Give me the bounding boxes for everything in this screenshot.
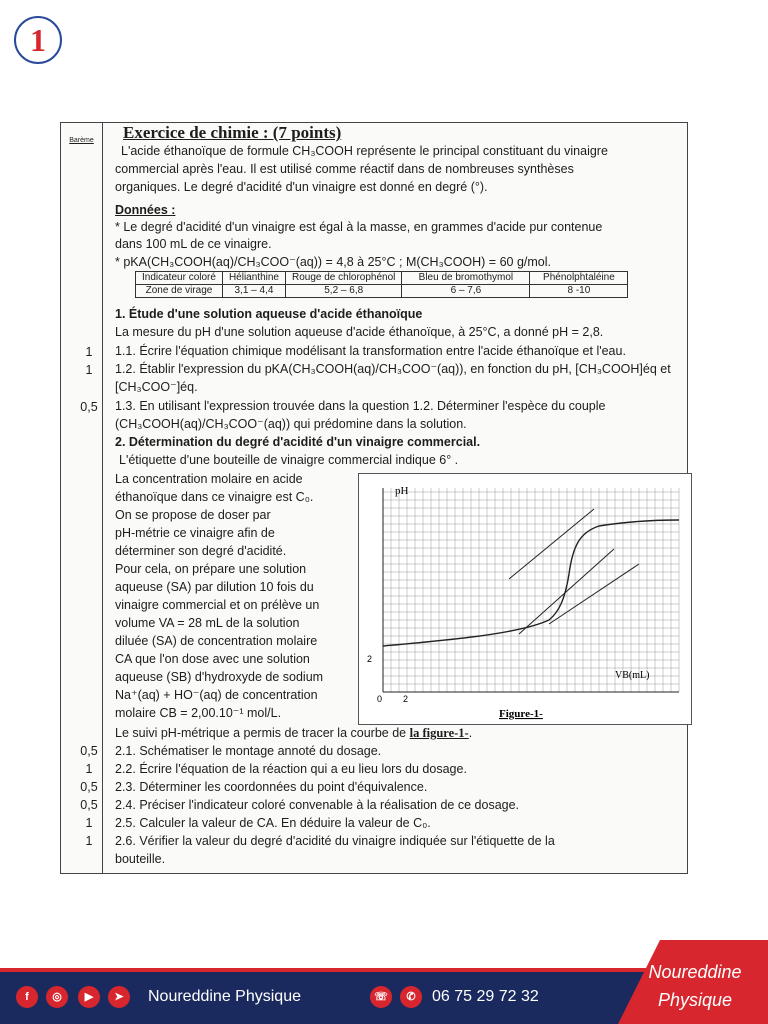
question-2-6-cont: bouteille.: [115, 852, 166, 866]
score-q2-3: 0,5: [80, 780, 98, 794]
intro-line: organiques. Le degré d'acidité d'un vinaigre est donné en degré (°).: [115, 180, 488, 194]
exercise-sheet: [60, 122, 688, 874]
table-cell: Hélianthine: [222, 272, 285, 285]
part2-text: aqueuse (SB) d'hydroxyde de sodium: [115, 670, 324, 684]
bareme-label: Barème: [69, 137, 94, 144]
score-q2-5: 1: [85, 816, 93, 830]
score-q1-1: 1: [85, 345, 93, 359]
tangent-line: [519, 549, 614, 634]
table-cell: Bleu de bromothymol: [402, 272, 530, 285]
brand-line-1: Noureddine: [648, 962, 742, 982]
figure-caption: Figure-1-: [499, 708, 543, 720]
score-q2-6: 1: [85, 834, 93, 848]
whatsapp-icon[interactable]: ✆: [400, 986, 422, 1008]
y-axis-label: pH: [395, 485, 409, 497]
suivi-text: Le suivi pH-métrique a permis de tracer la courbe de: [115, 726, 407, 740]
donnees-title: Données :: [115, 203, 176, 217]
donnees-line: * Le degré d'acidité d'un vinaigre est égal à la masse, en grammes d'acide pur contenue: [115, 220, 603, 234]
part2-text: volume VA = 28 mL de la solution: [115, 616, 300, 630]
question-1-1: 1.1. Écrire l'équation chimique modélisant la transformation entre l'acide éthanoïque et l'eau.: [115, 344, 626, 358]
indicator-table-header: [136, 272, 628, 285]
tangent-line: [509, 509, 594, 579]
question-2-5: 2.5. Calculer la valeur de CA. En déduire la valeur de C₀.: [115, 816, 431, 830]
question-1-3-cont: (CH₃COOH(aq)/CH₃COO⁻(aq)) qui prédomine dans la solution.: [115, 417, 467, 431]
part2-text: pH-métrie ce vinaigre afin de: [115, 526, 275, 540]
indicator-table: [135, 271, 628, 298]
instagram-icon[interactable]: ◎: [46, 986, 68, 1008]
page-number: 1: [14, 16, 62, 64]
figure-reference: la figure-1-: [409, 726, 469, 740]
exercise-title: Exercice de chimie : (7 points): [123, 123, 342, 142]
brand-logo: [640, 958, 750, 1014]
phone-icon[interactable]: ☏: [370, 986, 392, 1008]
table-cell: Phénolphtaléine: [530, 272, 628, 285]
table-cell: Zone de virage: [136, 285, 223, 298]
part2-intro: L'étiquette d'une bouteille de vinaigre commercial indique 6° .: [119, 453, 459, 467]
part2-title: 2. Détermination du degré d'acidité d'un vinaigre commercial.: [115, 435, 481, 449]
score-q1-2: 1: [85, 363, 93, 377]
part1-title: 1. Étude d'une solution aqueuse d'acide éthanoïque: [115, 307, 423, 321]
part2-text: vinaigre commercial et on prélève un: [115, 598, 320, 612]
question-2-1: 2.1. Schématiser le montage annoté du dosage.: [115, 744, 382, 758]
question-1-2: 1.2. Établir l'expression du pKA(CH₃COOH(aq)/CH₃COO⁻(aq)), en fonction du pH, [CH₃COOH]éq et: [115, 362, 671, 376]
footer-name: Noureddine Physique: [148, 988, 301, 1005]
footer-phone: 06 75 29 72 32: [432, 988, 539, 1005]
indicator-table-row: [136, 285, 628, 298]
part2-text: Pour cela, on prépare une solution: [115, 562, 307, 576]
part1-intro: La mesure du pH d'une solution aqueuse d'acide éthanoïque, à 25°C, a donné pH = 2,8.: [115, 325, 604, 339]
part2-text: aqueuse (SA) par dilution 10 fois du: [115, 580, 314, 594]
suivi-line: Le suivi pH-métrique a permis de tracer la courbe de la figure-1-.: [115, 726, 473, 740]
question-1-2-cont: [CH₃COO⁻]éq.: [115, 380, 198, 394]
score-q2-2: 1: [85, 762, 93, 776]
intro-line: commercial après l'eau. Il est utilisé comme réactif dans de nombreuses synthèses: [115, 162, 574, 176]
donnees-line: * pKA(CH₃COOH(aq)/CH₃COO⁻(aq)) = 4,8 à 25°C ; M(CH₃COOH) = 60 g/mol.: [115, 255, 551, 269]
graph-grid: [383, 488, 679, 692]
question-2-6: 2.6. Vérifier la valeur du degré d'acidité du vinaigre indiquée sur l'étiquette de la: [115, 834, 555, 848]
table-cell: 3,1 – 4,4: [222, 285, 285, 298]
titration-curve-plot: [359, 474, 691, 724]
y-tick-label: 2: [367, 654, 373, 664]
part2-text: déterminer son degré d'acidité.: [115, 544, 287, 558]
part2-text: La concentration molaire en acide: [115, 472, 303, 486]
titration-figure: [358, 473, 692, 725]
donnees-line: dans 100 mL de ce vinaigre.: [115, 237, 272, 251]
part2-text: On se propose de doser par: [115, 508, 271, 522]
score-q2-4: 0,5: [80, 798, 98, 812]
part2-text: molaire CB = 2,00.10⁻¹ mol/L.: [115, 706, 282, 720]
brand-line-2: Physique: [657, 990, 733, 1010]
question-2-2: 2.2. Écrire l'équation de la réaction qui a eu lieu lors du dosage.: [115, 762, 467, 776]
x-tick-label: 2: [403, 694, 409, 704]
part2-text: Na⁺(aq) + HO⁻(aq) de concentration: [115, 688, 318, 702]
question-2-4: 2.4. Préciser l'indicateur coloré convenable à la réalisation de ce dosage.: [115, 798, 520, 812]
part2-text: éthanoïque dans ce vinaigre est C₀.: [115, 490, 314, 504]
score-q1-3: 0,5: [80, 400, 98, 414]
table-cell: Rouge de chlorophénol: [285, 272, 401, 285]
intro-line: L'acide éthanoïque de formule CH₃COOH représente le principal constituant du vinaigre: [121, 144, 608, 158]
table-cell: 6 – 7,6: [402, 285, 530, 298]
table-cell: 8 -10: [530, 285, 628, 298]
question-2-3: 2.3. Déterminer les coordonnées du point d'équivalence.: [115, 780, 428, 794]
question-1-3: 1.3. En utilisant l'expression trouvée dans la question 1.2. Déterminer l'espèce du couple: [115, 399, 606, 413]
table-cell: Indicateur coloré: [136, 272, 223, 285]
titration-curve: [383, 520, 679, 646]
facebook-icon[interactable]: f: [16, 986, 38, 1008]
score-q2-1: 0,5: [80, 744, 98, 758]
x-axis-label: VB(mL): [615, 670, 650, 681]
youtube-icon[interactable]: ▶: [78, 986, 100, 1008]
part2-text: CA que l'on dose avec une solution: [115, 652, 310, 666]
part2-text: diluée (SA) de concentration molaire: [115, 634, 318, 648]
tangent-line: [549, 564, 639, 624]
telegram-icon[interactable]: ➤: [108, 986, 130, 1008]
bareme-column-divider: [102, 123, 103, 873]
origin-label: 0: [377, 694, 383, 704]
table-cell: 5,2 – 6,8: [285, 285, 401, 298]
